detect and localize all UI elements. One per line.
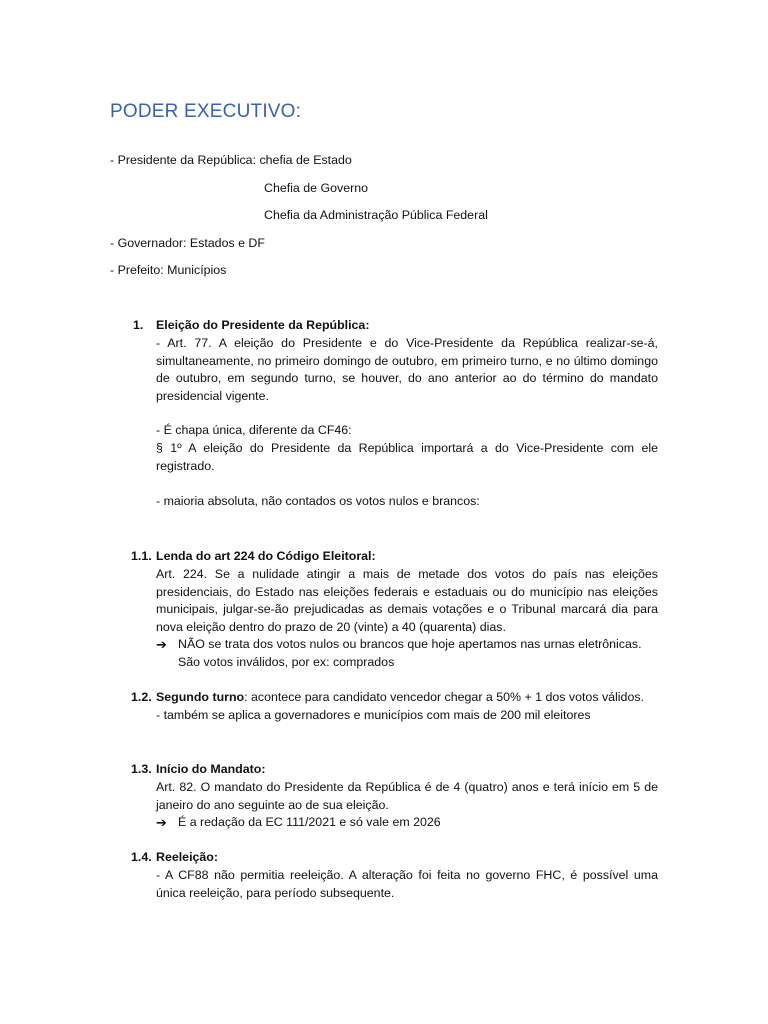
section-1-4-heading: Reeleição: <box>156 850 218 864</box>
section-1-2-heading-bold: Segundo turno <box>156 690 245 704</box>
section-1-art77: - Art. 77. A eleição do Presidente e do Vice-Presidente da República realizar-se-á, simultaneamente, no primeiro domingo de outubro, em primeiro turno, e no último domingo de outubro, em segundo turno, se houver, do ano anterior ao do término do mandato presidencial vigente. <box>156 336 658 403</box>
intro-governador: - Governador: Estados e DF <box>110 236 265 250</box>
intro-chefia-adm: Chefia da Administração Pública Federal <box>264 208 488 222</box>
section-1-4-number: 1.4. <box>131 850 152 864</box>
page-title: PODER EXECUTIVO: <box>110 101 302 122</box>
section-1-1-heading: Lenda do art 224 do Código Eleitoral: <box>156 549 376 563</box>
section-1-3-art82: Art. 82. O mandato do Presidente da República é de 4 (quatro) anos e terá início em 5 de janeiro do ano seguinte ao de sua eleição. <box>156 780 658 812</box>
intro-chefia-governo: Chefia de Governo <box>264 181 369 195</box>
right-arrow-icon: ➔ <box>156 815 167 830</box>
section-1-heading: Eleição do Presidente da República: <box>156 318 370 332</box>
section-1-chapa: - É chapa única, diferente da CF46: <box>156 423 352 437</box>
section-1-2-heading <box>156 689 644 707</box>
intro-prefeito: - Prefeito: Municípios <box>110 263 227 277</box>
intro-presidente: - Presidente da República: chefia de Estado <box>110 153 352 167</box>
section-1-3-heading: Início do Mandato: <box>156 762 266 776</box>
section-1-number: 1. <box>133 318 144 332</box>
section-1-2-heading-rest: : acontece para candidato vencedor chegar a 50% + 1 dos votos válidos. <box>244 690 644 704</box>
section-1-2-line2: - também se aplica a governadores e municípios com mais de 200 mil eleitores <box>156 708 591 722</box>
section-1-1-note-text: NÃO se trata dos votos nulos ou brancos que hoje apertamos nas urnas eletrônicas. São votos inválidos, por ex: comprados <box>178 637 642 669</box>
section-1-1-art224: Art. 224. Se a nulidade atingir a mais de metade dos votos do país nas eleições presidenciais, do Estado nas eleições federais e estaduais ou do município nas eleições municipais, julgar-se-ão prejudicadas as demais votações e o Tribunal marcará dia para nova eleição dentro do prazo de 20 (vinte) a 40 (quarenta) dias. <box>156 567 658 634</box>
section-1-3-note-text: É a redação da EC 111/2021 e só vale em 2026 <box>178 815 441 829</box>
section-1-paragrafo: § 1º A eleição do Presidente da República importará a do Vice-Presidente com ele registrado. <box>156 441 658 473</box>
section-1-1-number: 1.1. <box>131 549 152 563</box>
section-1-4-text: - A CF88 não permitia reeleição. A alteração foi feita no governo FHC, é possível uma única reeleição, para período subsequente. <box>156 868 658 900</box>
section-1-maioria: - maioria absoluta, não contados os votos nulos e brancos: <box>156 494 480 508</box>
section-1-3-number: 1.3. <box>131 762 152 776</box>
section-1-2-number: 1.2. <box>131 690 152 704</box>
right-arrow-icon: ➔ <box>156 637 167 652</box>
